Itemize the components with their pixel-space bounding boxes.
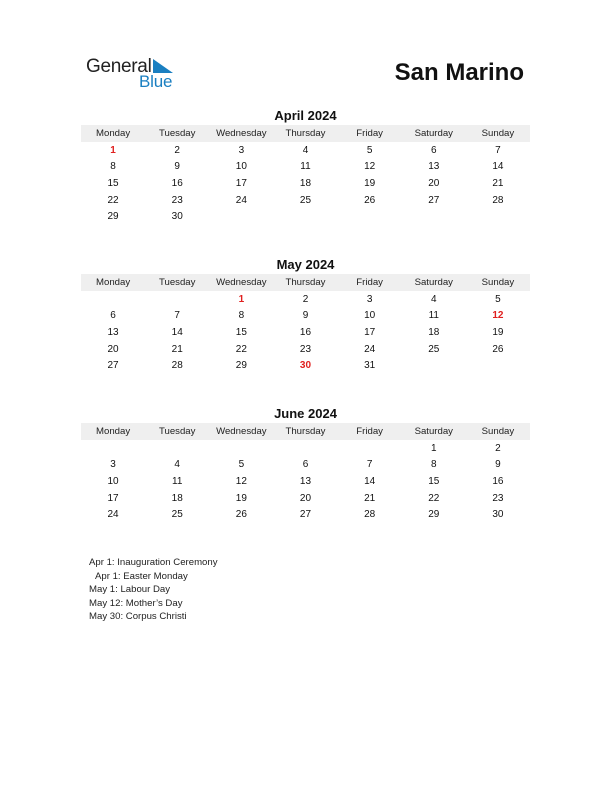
week-row <box>81 159 530 176</box>
day-cell: 4 <box>302 144 309 156</box>
holiday-list <box>89 556 218 624</box>
holiday-item: May 30: Corpus Christi <box>89 611 187 623</box>
day-cell: 11 <box>300 161 311 173</box>
day-cell: 30 <box>299 360 312 372</box>
day-cell: 19 <box>235 492 247 504</box>
day-cell: 3 <box>366 293 373 305</box>
day-cell: 3 <box>238 144 245 156</box>
day-cell: 21 <box>492 177 504 189</box>
day-cell: 20 <box>299 492 312 504</box>
country-title: San Marino <box>394 59 524 86</box>
week-row <box>81 473 530 490</box>
weekday-label: Saturday <box>414 277 453 288</box>
week-row <box>81 175 530 192</box>
day-cell: 2 <box>174 144 180 156</box>
day-cell: 5 <box>238 459 245 471</box>
day-cell: 8 <box>238 310 245 322</box>
weekday-label: Tuesday <box>158 426 196 437</box>
holiday-item: May 1: Labour Day <box>89 584 171 596</box>
day-cell: 24 <box>364 343 376 355</box>
week-row <box>81 490 530 507</box>
day-cell: 20 <box>107 343 119 355</box>
day-cell: 16 <box>171 177 183 189</box>
day-cell: 23 <box>299 343 312 355</box>
day-cell: 10 <box>235 161 247 173</box>
day-cell: 17 <box>235 177 247 189</box>
day-cell: 14 <box>492 161 504 173</box>
day-cell: 6 <box>110 310 116 322</box>
day-cell: 9 <box>302 310 309 322</box>
day-cell: 14 <box>364 475 376 487</box>
day-cell: 22 <box>235 343 247 355</box>
day-cell: 24 <box>235 194 247 206</box>
weekday-label: Sunday <box>481 128 515 139</box>
week-row <box>81 192 530 209</box>
day-cell: 24 <box>107 509 119 521</box>
day-cell: 12 <box>364 161 376 173</box>
day-cell: 8 <box>430 459 437 471</box>
weekday-label: Thursday <box>285 128 326 139</box>
week-row <box>81 142 530 159</box>
day-cell: 15 <box>235 326 247 338</box>
day-cell: 28 <box>171 360 183 372</box>
day-cell: 5 <box>495 293 501 305</box>
day-cell: 18 <box>171 492 183 504</box>
month-block <box>81 406 530 523</box>
day-cell: 6 <box>302 459 309 471</box>
day-cell: 26 <box>492 343 504 355</box>
day-cell: 22 <box>428 492 440 504</box>
weekday-label: Wednesday <box>216 426 267 437</box>
weekday-label: Tuesday <box>158 277 196 288</box>
weekday-label: Thursday <box>285 426 326 437</box>
day-cell: 11 <box>172 475 183 487</box>
day-cell: 25 <box>171 509 183 521</box>
weekday-label: Wednesday <box>216 277 267 288</box>
holiday-item: May 12: Mother’s Day <box>89 597 183 609</box>
day-cell: 23 <box>492 492 504 504</box>
day-cell: 23 <box>171 194 183 206</box>
day-cell: 16 <box>492 475 504 487</box>
day-cell: 27 <box>107 360 119 372</box>
weekday-label: Monday <box>96 426 131 437</box>
day-cell: 20 <box>428 177 440 189</box>
day-cell: 30 <box>171 211 183 223</box>
day-cell: 9 <box>174 161 180 173</box>
generalblue-logo <box>86 56 196 92</box>
logo-text-blue: Blue <box>139 72 173 91</box>
weekday-label: Wednesday <box>216 128 267 139</box>
day-cell: 26 <box>235 509 247 521</box>
day-cell: 5 <box>366 144 373 156</box>
day-cell: 27 <box>299 509 312 521</box>
week-row <box>81 506 530 523</box>
day-cell: 2 <box>495 442 501 454</box>
day-cell: 2 <box>302 293 309 305</box>
day-cell: 30 <box>492 509 504 521</box>
weekday-label: Monday <box>96 128 131 139</box>
weekday-header <box>81 125 530 142</box>
weekday-label: Friday <box>356 128 383 139</box>
weekday-label: Saturday <box>414 128 453 139</box>
day-cell: 19 <box>492 326 504 338</box>
day-cell: 13 <box>428 161 440 173</box>
weekday-label: Sunday <box>481 277 515 288</box>
day-cell: 12 <box>492 310 504 322</box>
day-cell: 12 <box>235 475 247 487</box>
day-cell: 29 <box>428 509 440 521</box>
week-row <box>81 457 530 474</box>
week-row <box>81 291 530 308</box>
day-cell: 16 <box>299 326 312 338</box>
month-title: April 2024 <box>274 108 337 123</box>
weekday-header <box>81 423 530 440</box>
day-cell: 1 <box>430 442 437 454</box>
day-cell: 31 <box>364 360 376 372</box>
day-cell: 6 <box>430 144 437 156</box>
day-cell: 9 <box>495 459 501 471</box>
day-cell: 29 <box>235 360 247 372</box>
weekday-label: Tuesday <box>158 128 196 139</box>
day-cell: 15 <box>107 177 119 189</box>
weekday-label: Sunday <box>481 426 515 437</box>
day-cell: 17 <box>364 326 376 338</box>
weekday-label: Thursday <box>285 277 326 288</box>
weekday-label: Friday <box>356 277 383 288</box>
day-cell: 21 <box>364 492 376 504</box>
month-title: May 2024 <box>276 257 335 272</box>
day-cell: 18 <box>299 177 312 189</box>
day-cell: 10 <box>107 475 119 487</box>
week-row <box>81 324 530 341</box>
day-cell: 25 <box>299 194 312 206</box>
day-cell: 25 <box>428 343 440 355</box>
logo-text-general: General <box>86 56 152 77</box>
week-row <box>81 357 530 374</box>
day-cell: 7 <box>366 459 373 471</box>
week-row <box>81 440 530 457</box>
day-cell: 7 <box>174 310 180 322</box>
day-cell: 7 <box>495 144 501 156</box>
day-cell: 21 <box>171 343 183 355</box>
weekday-label: Monday <box>96 277 131 288</box>
day-cell: 22 <box>107 194 119 206</box>
day-cell: 11 <box>428 310 439 322</box>
weekday-header <box>81 274 530 291</box>
day-cell: 1 <box>110 144 116 156</box>
day-cell: 10 <box>364 310 376 322</box>
day-cell: 18 <box>428 326 440 338</box>
day-cell: 3 <box>110 459 116 471</box>
holiday-item: Apr 1: Inauguration Ceremony <box>89 557 218 568</box>
day-cell: 8 <box>110 161 116 173</box>
day-cell: 1 <box>238 293 245 305</box>
month-title: June 2024 <box>274 406 337 421</box>
week-row <box>81 341 530 358</box>
holiday-item: Apr 1: Easter Monday <box>95 570 188 582</box>
day-cell: 14 <box>171 326 183 338</box>
day-cell: 4 <box>174 459 180 471</box>
weekday-label: Saturday <box>414 426 453 437</box>
month-block <box>81 108 530 225</box>
day-cell: 29 <box>107 211 119 223</box>
day-cell: 13 <box>299 475 312 487</box>
day-cell: 19 <box>364 177 376 189</box>
day-cell: 13 <box>107 326 119 338</box>
day-cell: 28 <box>492 194 504 206</box>
week-row <box>81 308 530 325</box>
day-cell: 27 <box>428 194 440 206</box>
month-block <box>81 257 530 374</box>
weekday-label: Friday <box>356 426 383 437</box>
day-cell: 28 <box>364 509 376 521</box>
week-row <box>81 208 530 225</box>
day-cell: 17 <box>107 492 119 504</box>
day-cell: 26 <box>364 194 376 206</box>
day-cell: 15 <box>428 475 440 487</box>
day-cell: 4 <box>430 293 437 305</box>
